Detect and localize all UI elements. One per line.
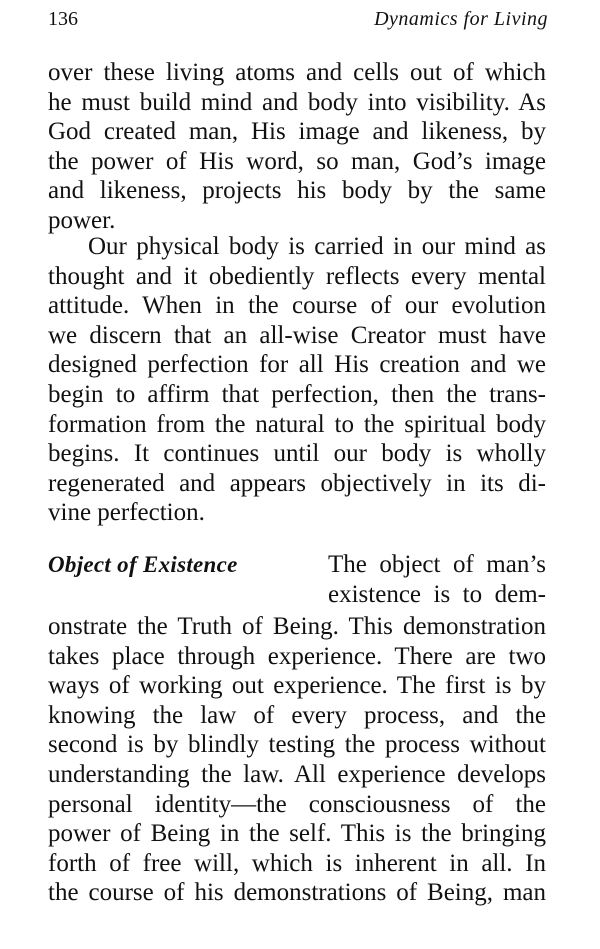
text-line: forth of free will, which is inherent in all. In	[48, 849, 546, 877]
running-head	[48, 8, 548, 36]
text-line: Our physical body is carried in our mind as	[88, 233, 546, 260]
section-heading-row	[48, 550, 546, 612]
text-line: we discern that an all-wise Creator must have	[48, 321, 546, 349]
running-title: Dynamics for Living	[374, 8, 548, 30]
text-line: the power of His word, so man, God’s image	[48, 147, 546, 175]
text-line: personal identity—the consciousness of the	[48, 790, 546, 818]
paragraph-1	[48, 58, 546, 236]
text-line: vine perfection.	[48, 499, 205, 527]
text-line: designed perfection for all His creation and we	[48, 351, 546, 379]
text-line: takes place through experience. There are two	[48, 642, 546, 670]
text-line: understanding the law. All experience develops	[48, 760, 546, 788]
text-line: God created man, His image and likeness, by	[48, 118, 546, 146]
text-line: he must build mind and body into visibility. As	[48, 88, 546, 116]
text-line: begins. It continues until our body is wholly	[48, 440, 546, 468]
text-line: the course of his demonstrations of Being, man	[48, 879, 546, 907]
text-line: begin to affirm that perfection, then the trans-	[48, 380, 546, 408]
text-line: ways of working out experience. The first is by	[48, 672, 546, 700]
text-line: attitude. When in the course of our evolution	[48, 292, 546, 320]
text-line: regenerated and appears objectively in its di-	[48, 469, 546, 497]
text-line: over these living atoms and cells out of which	[48, 59, 546, 86]
paragraph-3	[48, 612, 546, 908]
text-line: The object of man’s	[328, 551, 546, 578]
text-line: thought and it obediently reflects every mental	[48, 262, 546, 290]
text-line: power of Being in the self. This is the bringing	[48, 820, 546, 848]
text-line: second is by blindly testing the process without	[48, 731, 546, 759]
text-line: existence is to dem-	[328, 580, 546, 608]
text-line: formation from the natural to the spiritual body	[48, 410, 546, 438]
text-line: knowing the law of every process, and the	[48, 701, 546, 729]
text-line: and likeness, projects his body by the same	[48, 177, 546, 205]
paragraph-2	[48, 232, 546, 528]
page-number: 136	[48, 8, 78, 30]
text-line: onstrate the Truth of Being. This demonstration	[48, 613, 546, 640]
section-heading: Object of Existence	[48, 552, 238, 577]
inset-text	[328, 550, 546, 609]
text-line: power.	[48, 206, 116, 234]
